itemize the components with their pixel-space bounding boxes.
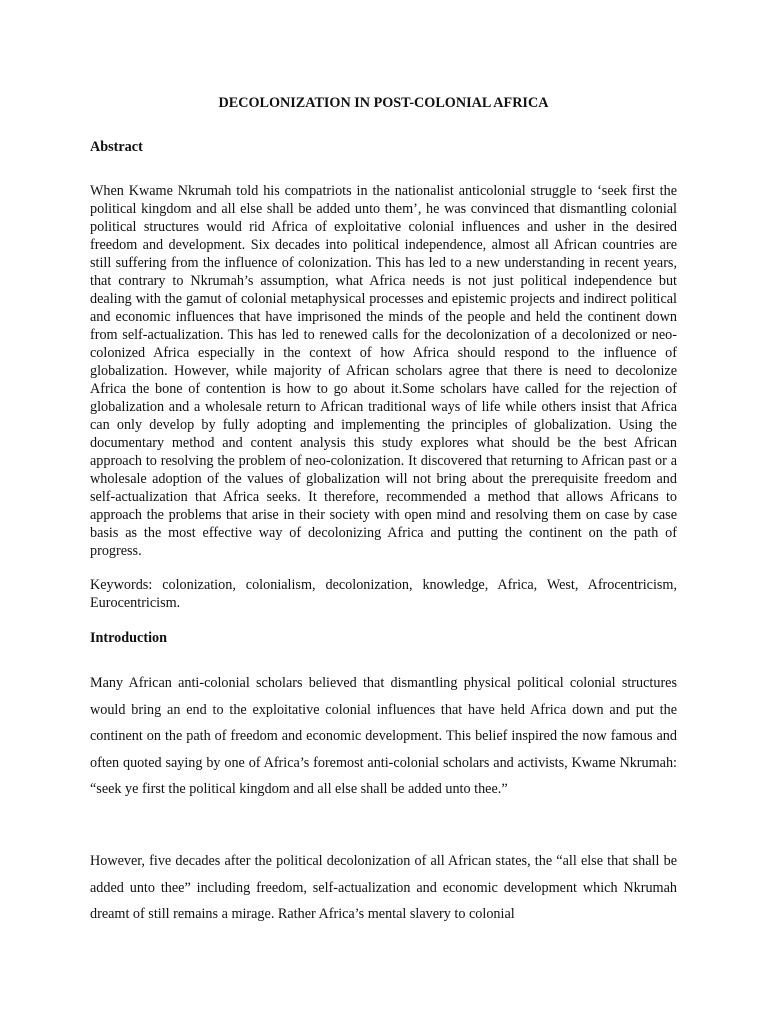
introduction-heading: Introduction xyxy=(90,630,167,646)
abstract-heading: Abstract xyxy=(90,139,143,155)
introduction-paragraph-1: Many African anti-colonial scholars believed that dismantling physical political colonial structures would bring an end to the exploitative colonial influences that have held Africa down and put the continent on the path of freedom and economic development. This belief inspired the now famous and often quoted saying by one of Africa’s foremost anti-colonial scholars and activists, Kwame Nkrumah: “seek ye first the political kingdom and all else shall be added unto thee.” xyxy=(90,675,677,798)
introduction-paragraph-2: However, five decades after the political decolonization of all African states, the “all else that shall be added unto thee” including freedom, self-actualization and economic development which Nkrumah dreamt of still remains a mirage. Rather Africa’s mental slavery to colonial xyxy=(90,853,677,923)
abstract-paragraph: When Kwame Nkrumah told his compatriots in the nationalist anticolonial struggle to ‘seek first the political kingdom and all else shall be added unto them’, he was convinced that dismantling colonial political structures would rid Africa of exploitative colonial influences and usher in the desired freedom and development. Six decades into political independence, almost all African countries are still suffering from the influence of colonization. This has led to a new understanding in recent years, that contrary to Nkrumah’s assumption, what Africa needs is not just political independence but dealing with the gamut of colonial metaphysical processes and epistemic projects and indirect political and economic influences that have imprisoned the minds of the people and held the continent down from self-actualization. This has led to renewed calls for the decolonization of a decolonized or neo-colonized Africa especially in the context of how Africa should respond to the influence of globalization. However, while majority of African scholars agree that there is need to decolonize Africa the bone of contention is how to go about it.Some scholars have called for the rejection of globalization and a wholesale return to African traditional ways of life while others insist that Africa can only develop by fully adopting and implementing the principles of globalization. Using the documentary method and content analysis this study explores what should be the best African approach to resolving the problem of neo-colonization. It discovered that returning to African past or a wholesale adoption of the values of globalization will not bring about the prerequisite freedom and self-actualization that Africa seeks. It therefore, recommended a method that allows Africans to approach the problems that arise in their society with open mind and resolving them on case by case basis as the most effective way of decolonizing Africa and putting the continent on the path of progress. xyxy=(90,183,677,559)
document-title: DECOLONIZATION IN POST-COLONIAL AFRICA xyxy=(218,95,549,111)
keywords-line: Keywords: colonization, colonialism, decolonization, knowledge, Africa, West, Afrocentricism, Eurocentricism. xyxy=(90,577,677,611)
